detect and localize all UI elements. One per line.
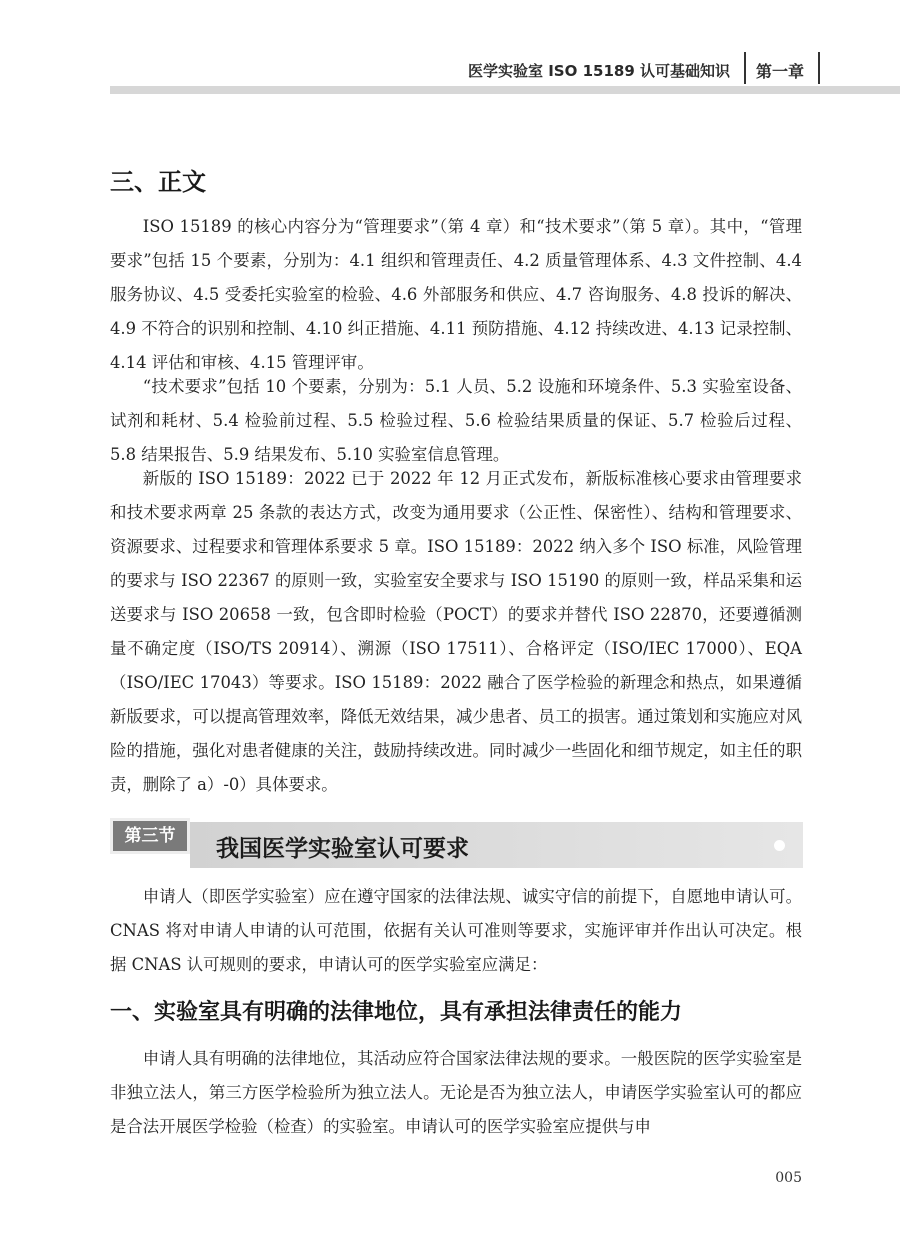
running-header-title: 医学实验室 ISO 15189 认可基础知识 [468,62,730,80]
header-rule [110,86,900,94]
paragraph-section-intro: 申请人（即医学实验室）应在遵守国家的法律法规、诚实守信的前提下，自愿地申请认可。CNAS 将对申请人申请的认可范围，依据有关认可准则等要求，实施评审并作出认可决定。根据 CNAS 认可规则的要求，申请认可的医学实验室应满足： [110,887,802,974]
running-header-chapter: 第一章 [756,62,805,81]
paragraph-legal-status: 申请人具有明确的法律地位，其活动应符合国家法律法规的要求。一般医院的医学实验室是非独立法人，第三方医学检验所为独立法人。无论是否为独立法人，申请医学实验室认可的都应是合法开展医学检验（检查）的实验室。申请认可的医学实验室应提供与申 [110,1049,802,1136]
page-number: 005 [775,1170,802,1186]
section-title: 我国医学实验室认可要求 [216,836,469,862]
section-heading-main-text: 三、正文 [110,168,206,196]
sub-heading-legal-status: 一、实验室具有明确的法律地位，具有承担法律责任的能力 [110,1000,683,1025]
section-badge: 第三节 [110,818,190,854]
header-divider-right [818,52,820,84]
running-header [0,0,900,92]
section-banner [110,818,803,868]
section-banner-dot [774,840,785,851]
paragraph-new-edition: 新版的 ISO 15189：2022 已于 2022 年 12 月正式发布，新版标准核心要求由管理要求和技术要求两章 25 条款的表达方式，改变为通用要求（公正性、保密性）、结构和管理要求、资源要求、过程要求和管理体系要求 5 章。ISO 15189：2022 纳入多个 ISO 标准，风险管理的要求与 ISO 22367 的原则一致，实验室安全要求与 ISO 15190 的原则一致，样品采集和运送要求与 ISO 20658 一致，包含即时检验（POCT）的要求并替代 ISO 22870，还要遵循测量不确定度（ISO/TS 20914）、溯源（ISO 17511）、合格评定（ISO/IEC 17000）、EQA（ISO/IEC 17043）等要求。ISO 15189：2022 融合了医学检验的新理念和热点，如果遵循新版要求，可以提高管理效率，降低无效结果，减少患者、员工的损害。通过策划和实施应对风险的措施，强化对患者健康的关注，鼓励持续改进。同时减少一些固化和细节规定，如主任的职责，删除了 a）-0）具体要求。 [110,469,802,794]
paragraph-management-requirements: ISO 15189 的核心内容分为“管理要求”（第 4 章）和“技术要求”（第 5 章）。其中，“管理要求”包括 15 个要素，分别为：4.1 组织和管理责任、4.2 质量管理体系、4.3 文件控制、4.4 服务协议、4.5 受委托实验室的检验、4.6 外部服务和供应、4.7 咨询服务、4.8 投诉的解决、4.9 不符合的识别和控制、4.10 纠正措施、4.11 预防措施、4.12 持续改进、4.13 记录控制、4.14 评估和审核、4.15 管理评审。 [110,217,802,372]
header-divider [744,52,746,84]
paragraph-technical-requirements: “技术要求”包括 10 个要素，分别为：5.1 人员、5.2 设施和环境条件、5.3 实验室设备、试剂和耗材、5.4 检验前过程、5.5 检验过程、5.6 检验结果质量的保证、5.7 检验后过程、5.8 结果报告、5.9 结果发布、5.10 实验室信息管理。 [110,377,802,464]
